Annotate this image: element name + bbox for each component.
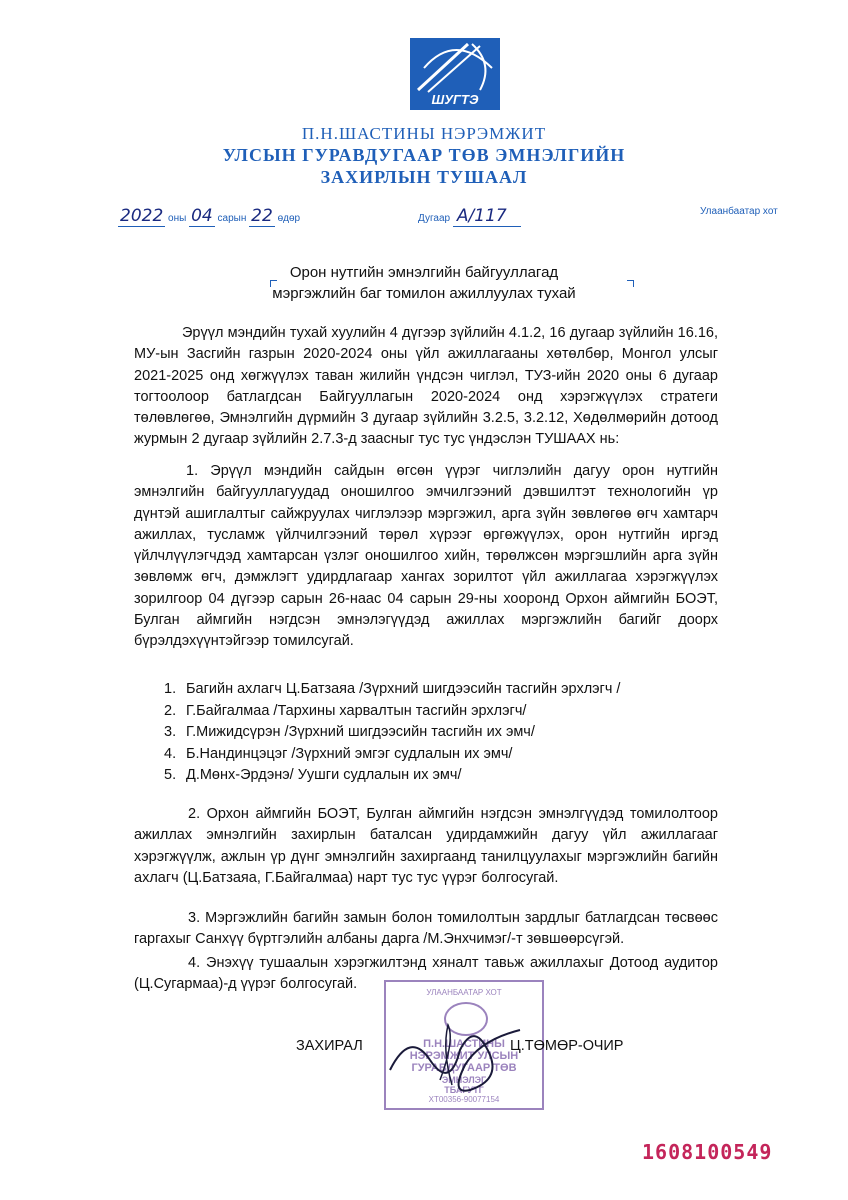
list-item: 3. Г.Мижидсүрэн /Зүрхний шигдээсийн тасгийн их эмч/	[164, 724, 535, 740]
date-day-suffix: өдөр	[277, 213, 301, 224]
official-stamp: УЛААНБААТАР ХОТ П.Н.ШАСТИНЫ НЭРЭМЖИТ УЛСЫН ГУРАВДУГААР ТӨВ ЭМНЭЛЭГ ТБАГУТГ ХТ00356-90077154	[384, 980, 544, 1110]
date-year-suffix: оны	[168, 213, 187, 224]
intro-paragraph: Эрүүл мэндийн тухай хуулийн 4 дүгээр зүйлийн 4.1.2, 16 дугаар зүйлийн 16.16, МУ-ын Засгийн газрын 2020-2024 оны үйл ажиллагааны хөтөлбөр, Монгол улсыг 2021-2025 онд хөгжүүлэх таван жилийн үндсэн чиглэл, ТУЗ-ийн 2020 оны 6 дугаар тогтоолоор батлагдсан Байгууллагын 2020-2024 онд хэрэгжүүлэх стратеги төлөвлөгөө, Эмнэлгийн дүрмийн 3 дугаар зүйлийн 3.2.5, 3.2.12, Хөдөлмөрийн дотоод журмын 2 дугаар зүйлийн 2.7.3-д заасныг тус тус үндэслэн ТУШААХ нь:	[134, 325, 718, 448]
signature-name: Ц.ТӨМӨР-ОЧИР	[510, 1038, 624, 1054]
signature-title: ЗАХИРАЛ	[296, 1038, 363, 1054]
order-number-label: Дугаар	[418, 213, 451, 224]
list-item: 5. Д.Мөнх-Эрдэнэ/ Уушги судлалын их эмч/	[164, 767, 462, 783]
list-item: 4. Б.Нандинцэцэг /Зүрхний эмгэг судлалын их эмч/	[164, 745, 513, 762]
hospital-logo	[410, 38, 500, 110]
subject-line-2: мэргэжлийн баг томилон ажиллуулах тухай	[272, 285, 576, 302]
date-block	[118, 206, 300, 226]
header-line-1: П.Н.ШАСТИНЫ НЭРЭМЖИТ	[301, 124, 547, 143]
subject-line-1: Орон нутгийн эмнэлгийн байгууллагад	[289, 264, 559, 281]
header-line-3: ЗАХИРЛЫН ТУШААЛ	[320, 167, 528, 187]
logo-graphic-icon	[410, 38, 500, 110]
header-line-2: УЛСЫН ГУРАВДУГААР ТӨВ ЭМНЭЛГИЙН	[222, 145, 626, 165]
team-list	[164, 679, 620, 787]
item-1-paragraph: 1. Эрүүл мэндийн сайдын өгсөн үүрэг чиглэлийн дагуу орон нутгийн эмнэлгийн байгууллагуудад оношилгоо эмчилгээний дэвшилтэт технологийн үр дүнтэй ашиглалтыг сайжруулах чиглэлээр мэргэжил, арга зүйн зөвлөгөө өгч хамтарч ажиллах, тусламж үйлчилгээний төрөл хүрээг өргөжүүлэх, орон нутгийн иргэд үйлчлүүлэгчдэд хамтарсан үзлэг оношилгоо хийн, төрөлжсөн мэргэшлийн арга зүйн зөвлөмж өгч, дэмжлэгт удирдлагаар хангах зорилтот үйл ажиллагаа хэрэгжүүлэх зорилгоор 04 дүгээр сарын 26-наас 04 сарын 29-ны хооронд Орхон аймгийн БОЭТ, Булган аймгийн нэгдсэн эмнэлэгүүдэд ажиллах мэргэжлийн багийг доорх бүрэлдэхүүнтэйгээр томилсугай.	[134, 463, 718, 650]
document-serial-number: 1608100549	[642, 1140, 773, 1164]
item-4-paragraph: 4. Энэхүү тушаалын хэрэгжилтэнд хяналт тавьж ажиллахыг Дотоод аудитор (Ц.Сугармаа)-д үүрэг болгосугай.	[134, 955, 718, 993]
item-2-paragraph: 2. Орхон аймгийн БОЭТ, Булган аймгийн нэгдсэн эмнэлгүүдэд томилолтоор ажиллах эмнэлгийн захирлын баталсан удирдамжийн дагуу үйл ажиллагааг хэрэгжүүлж, ажлын үр дүнг эмнэлгийн захиргаанд танилцуулахыг мэргэжлийн багийн ахлагч (Ц.Батзаяа, Г.Байгалмаа) нарт тус тус үүрэг болгосугай.	[134, 806, 718, 886]
date-month-suffix: сарын	[217, 213, 247, 224]
date-month: 04	[191, 206, 213, 226]
handwritten-signature-icon	[380, 1010, 530, 1100]
date-year: 2022	[120, 206, 164, 226]
order-number-block	[418, 206, 521, 226]
svg-text:ШУГТЭ: ШУГТЭ	[431, 92, 479, 107]
order-number: А/117	[453, 206, 521, 227]
list-item: 1. Багийн ахлагч Ц.Батзаяа /Зүрхний шигдээсийн тасгийн эрхлэгч /	[164, 681, 621, 697]
city: Улаанбаатар хот	[700, 206, 778, 217]
item-3-paragraph: 3. Мэргэжлийн багийн замын болон томилолтын зардлыг батлагдсан төсвөөс гаргахыг Санхүү бүртгэлийн албаны дарга /М.Энхчимэг/-т зөвшөөрсүгэй.	[134, 910, 718, 948]
date-day: 22	[251, 206, 273, 226]
list-item: 2. Г.Байгалмаа /Тархины харвалтын тасгийн эрхлэгч/	[164, 702, 527, 719]
